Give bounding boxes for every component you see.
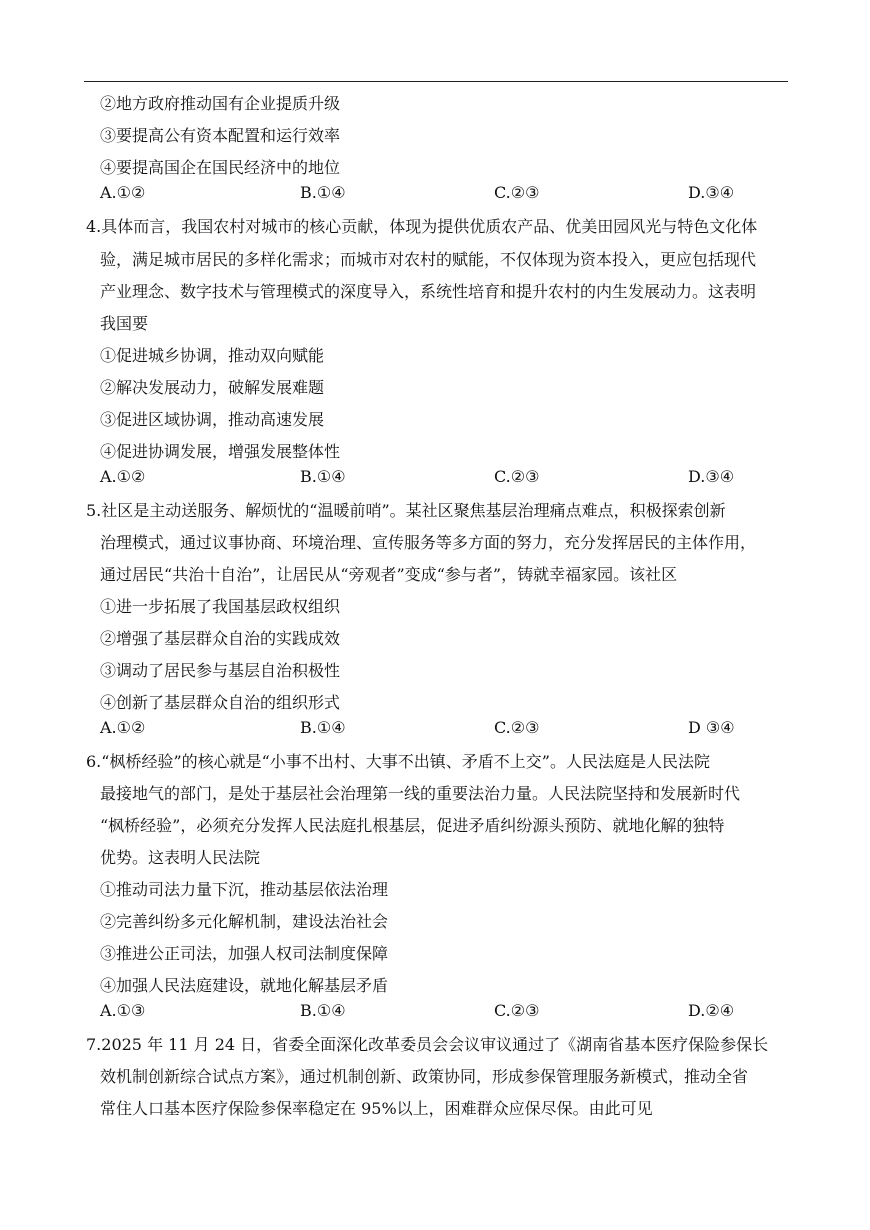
q6-option-a: A.①③ (100, 1001, 146, 1020)
q4-stem-line-1: 4.具体而言，我国农村对城市的核心贡献，体现为提供优质农产品、优美田园风光与特色文化体 (86, 217, 758, 236)
q4-item-2: ②解决发展动力，破解发展难题 (100, 378, 325, 397)
q5-item-3: ③调动了居民参与基层自治积极性 (100, 661, 341, 680)
q3-option-d: D.③④ (688, 183, 735, 202)
q6-item-1: ①推动司法力量下沉，推动基层依法治理 (100, 880, 389, 899)
q4-option-c: C.②③ (494, 467, 540, 486)
q6-option-c: C.②③ (494, 1001, 540, 1020)
q5-option-d: D ③④ (688, 718, 735, 737)
q3-item-4: ④要提高国企在国民经济中的地位 (100, 158, 341, 177)
q3-item-2: ②地方政府推动国有企业提质升级 (100, 94, 341, 113)
q6-stem-line-1: 6.“枫桥经验”的核心就是“小事不出村、大事不出镇、矛盾不上交”。人民法庭是人民法院 (86, 752, 710, 771)
header-rule (84, 81, 788, 82)
q6-item-4: ④加强人民法庭建设，就地化解基层矛盾 (100, 976, 389, 995)
q4-stem-line-4: 我国要 (100, 314, 149, 333)
q4-option-d: D.③④ (688, 467, 735, 486)
q6-option-d: D.②④ (688, 1001, 735, 1020)
q5-item-2: ②增强了基层群众自治的实践成效 (100, 629, 341, 648)
q7-stem-line-1: 7.2025 年 11 月 24 日，省委全面深化改革委员会会议审议通过了《湖南省基本医疗保险参保长 (86, 1035, 769, 1054)
q5-stem-line-1: 5.社区是主动送服务、解烦忧的“温暖前哨”。某社区聚焦基层治理痛点难点，积极探索创新 (86, 501, 726, 520)
q4-stem-line-2: 验，满足城市居民的多样化需求；而城市对农村的赋能，不仅体现为资本投入，更应包括现代 (100, 250, 757, 269)
q3-option-c: C.②③ (494, 183, 540, 202)
q6-item-2: ②完善纠纷多元化解机制，建设法治社会 (100, 912, 389, 931)
q4-item-1: ①促进城乡协调，推动双向赋能 (100, 346, 325, 365)
q4-item-4: ④促进协调发展，增强发展整体性 (100, 442, 341, 461)
q5-option-a: A.①② (100, 718, 146, 737)
q3-option-b: B.①④ (300, 183, 346, 202)
q4-option-b: B.①④ (300, 467, 346, 486)
q6-item-3: ③推进公正司法，加强人权司法制度保障 (100, 944, 389, 963)
q5-item-1: ①进一步拓展了我国基层政权组织 (100, 597, 341, 616)
q4-stem-line-3: 产业理念、数字技术与管理模式的深度导入，系统性培育和提升农村的内生发展动力。这表明 (100, 282, 757, 301)
q5-option-c: C.②③ (494, 718, 540, 737)
q4-item-3: ③促进区域协调，推动高速发展 (100, 410, 325, 429)
q3-option-a: A.①② (100, 183, 146, 202)
q7-stem-line-3: 常住人口基本医疗保险参保率稳定在 95%以上，困难群众应保尽保。由此可见 (100, 1099, 653, 1118)
q5-item-4: ④创新了基层群众自治的组织形式 (100, 693, 341, 712)
q4-option-a: A.①② (100, 467, 146, 486)
q6-option-b: B.①④ (300, 1001, 346, 1020)
q6-stem-line-4: 优势。这表明人民法院 (100, 848, 261, 867)
q5-stem-line-3: 通过居民“共治十自治”，让居民从“旁观者”变成“参与者”，铸就幸福家园。该社区 (100, 565, 678, 584)
q6-stem-line-2: 最接地气的部门，是处于基层社会治理第一线的重要法治力量。人民法院坚持和发展新时代 (100, 784, 741, 803)
q7-stem-line-2: 效机制创新综合试点方案》，通过机制创新、政策协同，形成参保管理服务新模式，推动全省 (100, 1067, 749, 1086)
q5-option-b: B.①④ (300, 718, 346, 737)
q3-item-3: ③要提高公有资本配置和运行效率 (100, 126, 341, 145)
q5-stem-line-2: 治理模式，通过议事协商、环境治理、宣传服务等多方面的努力，充分发挥居民的主体作用， (100, 533, 757, 552)
q6-stem-line-3: “枫桥经验”，必须充分发挥人民法庭扎根基层，促进矛盾纠纷源头预防、就地化解的独特 (100, 816, 725, 835)
